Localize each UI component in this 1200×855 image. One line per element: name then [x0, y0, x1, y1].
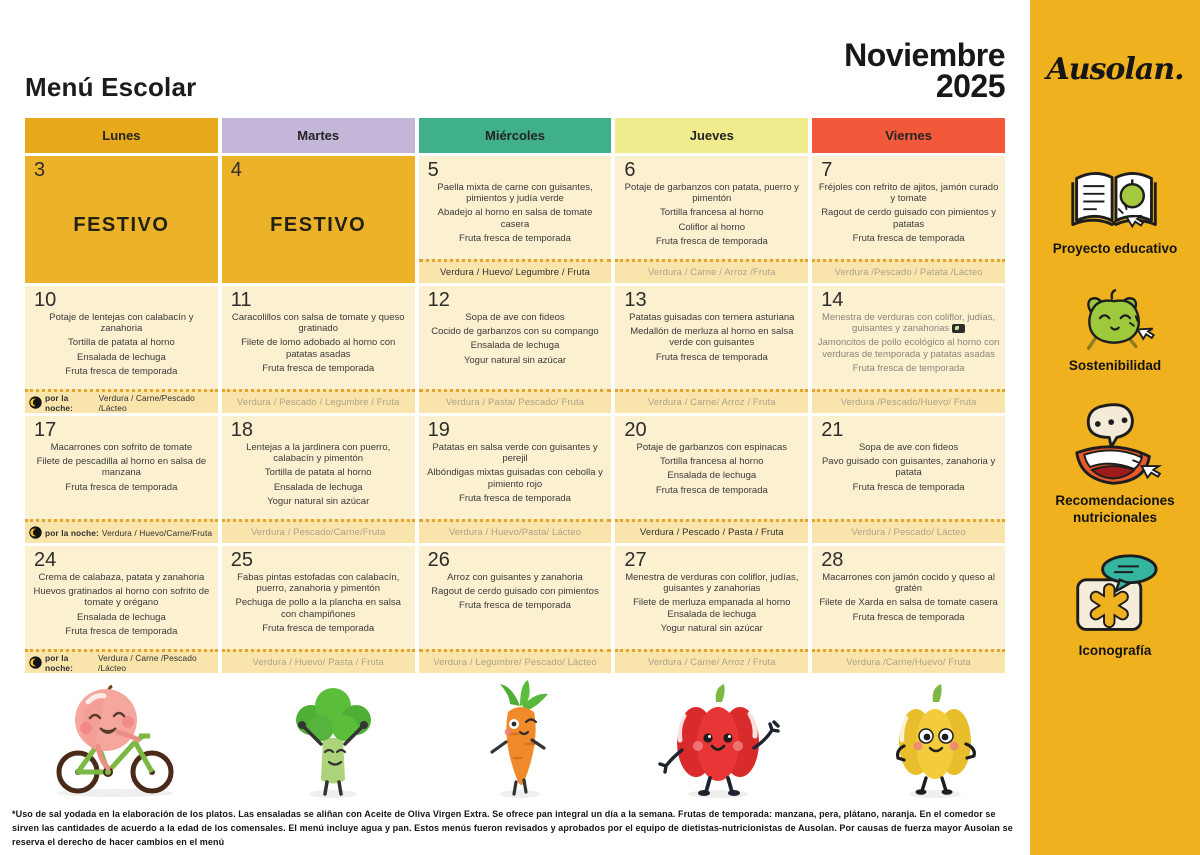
menu-item: Fruta fresca de temporada: [852, 481, 965, 493]
weekday-header-lunes: Lunes: [25, 118, 218, 153]
day-cell-10: [25, 286, 218, 413]
menu-item: Macarrones con sofrito de tomate: [50, 442, 193, 453]
food-groups-footer: Verdura / Carne/ Arroz / Fruta: [615, 389, 808, 413]
menu-item: Yogur natural sin azúcar: [267, 495, 370, 507]
apple-icon: [1067, 288, 1163, 354]
food-groups-text: Verdura / Carne /Pescado /Lácteo: [97, 652, 197, 673]
menu-item: Potaje de lentejas con calabacín y zanahoria: [49, 312, 194, 335]
food-groups-footer: [25, 519, 218, 543]
menu-item: Patatas guisadas con ternera asturiana: [629, 312, 795, 323]
menu-item: Coliflor al horno: [678, 221, 746, 233]
menu-item: Fabas pintas estofadas con calabacín, puerro, zanahoria y pimentón: [237, 572, 400, 595]
menu-items: [615, 572, 808, 649]
menu-item: Fruta fresca de temporada: [655, 235, 768, 247]
festivo-label: FESTIVO: [270, 214, 367, 236]
menu-item: Medallón de merluza al horno en salsa verde con guisantes: [630, 326, 794, 349]
menu-items: [222, 442, 415, 519]
food-groups-footer: Verdura / Huevo/ Pasta / Fruta: [222, 649, 415, 673]
sidebar-item-label: Sostenibilidad: [1068, 357, 1162, 373]
eco-badge-icon: [952, 324, 965, 333]
menu-item: Macarrones con jamón cocido y queso al gratén: [822, 572, 995, 595]
day-cell-24: [25, 546, 218, 673]
menu-items: [25, 572, 218, 649]
day-number: 14: [821, 289, 844, 311]
menu-items: [812, 312, 1005, 389]
menu-item: Ensalada de lechuga: [77, 351, 166, 363]
day-cell-20: [615, 416, 808, 543]
menu-item: Ragout de cerdo guisado con pimientos y patatas: [821, 207, 996, 230]
day-cell-14: [812, 286, 1005, 413]
menu-items: [419, 442, 612, 519]
night-label: por la noche:: [45, 527, 99, 538]
menu-item: Tortilla francesa al horno: [660, 207, 764, 219]
weekday-header-miercoles: Miércoles: [419, 118, 612, 153]
menu-item: Filete de lomo adobado al horno con patatas asadas: [241, 337, 396, 360]
menu-item: Fruta fresca de temporada: [852, 362, 965, 374]
menu-item: Crema de calabaza, patata y zanahoria: [38, 572, 205, 583]
vegetable-characters-row: [25, 675, 1005, 800]
food-groups-footer: Verdura / Pescado/Carne/Fruta: [222, 519, 415, 543]
food-groups-footer: Verdura / Carne / Arroz /Fruta: [615, 259, 808, 283]
day-number: 19: [427, 419, 450, 441]
broccoli-illustration: [281, 680, 386, 800]
food-groups-text: Verdura / Carne/Pescado /Lácteo: [98, 392, 195, 413]
day-number: 11: [230, 289, 252, 311]
moon-icon: [29, 656, 42, 669]
menu-item: Potaje de garbanzos con espinacas: [636, 442, 788, 453]
year-label: 2025: [935, 68, 1005, 105]
day-cell-11: [222, 286, 415, 413]
food-groups-footer: Verdura /Pescado/Huevo/ Fruta: [812, 389, 1005, 413]
day-cell-18: [222, 416, 415, 543]
menu-item: Filete de merluza empanada al horno Ensalada de lechuga: [633, 597, 791, 620]
menu-items: [615, 442, 808, 519]
festivo-label: FESTIVO: [73, 214, 170, 236]
menu-item: Ensalada de lechuga: [77, 611, 166, 623]
day-number: 26: [427, 549, 450, 571]
footnote-text: *Uso de sal yodada en la elaboración de los platos. Las ensaladas se aliñan con Aceite de Oliva Virgen Extra. Se ofrece pan integral un día a la semana. Frutas de temporada: manzana, pera, plátano, naranja. En el comedor se sirven las cantidades de acuerdo a la edad de los comensales. El menú incluye agua y pan. Estos menús fueron revisados y aprobados por el equipo de dietistas-nutricionistas de Ausolan. Por causas de fuerza mayor Ausolan se reserva el derecho de hacer cambios en el menú: [12, 809, 1013, 847]
menu-item: Fruta fresca de temporada: [262, 622, 375, 634]
day-number: 3: [34, 159, 46, 181]
day-cell-12: [419, 286, 612, 413]
sidebar-item-label: Iconografía: [1078, 642, 1152, 658]
menu-item: Albóndigas mixtas guisadas con cebolla y pimiento rojo: [427, 467, 603, 490]
menu-item: Tortilla de patata al horno: [264, 467, 372, 479]
weekday-header-viernes: Viernes: [812, 118, 1005, 153]
day-number: 17: [34, 419, 57, 441]
day-cell-6: [615, 156, 808, 283]
day-number: 24: [34, 549, 57, 571]
menu-item: Fruta fresca de temporada: [65, 365, 178, 377]
menu-item: Ensalada de lechuga: [470, 340, 560, 352]
menu-item: Fruta fresca de temporada: [852, 232, 965, 244]
sidebar-item-iconografia[interactable]: [1070, 553, 1160, 660]
moon-icon: [29, 396, 42, 409]
day-cell-25: [222, 546, 415, 673]
month-year-heading: [844, 37, 1005, 105]
mouth-icon: [1065, 403, 1165, 489]
menu-item: Filete de pescadilla al horno en salsa de manzana: [36, 456, 207, 479]
menu-item: Ragout de cerdo guisado con pimientos: [431, 586, 599, 598]
menu-item: Huevos gratinados al horno con sofrito de tomate y orégano: [33, 586, 210, 609]
menu-item: Abadejo al horno en salsa de tomate casera: [437, 207, 593, 230]
day-cell-28: [812, 546, 1005, 673]
day-number: 10: [34, 289, 57, 311]
day-cell-19: [419, 416, 612, 543]
menu-item: Lentejas a la jardinera con puerro, calabacín y pimentón: [246, 442, 391, 465]
sidebar-item-recomendaciones-nutricionales[interactable]: [1030, 403, 1200, 527]
night-label: por la noche:: [45, 652, 74, 673]
food-groups-footer: Verdura / Carne/ Arroz / Fruta: [615, 649, 808, 673]
menu-item: Fruta fresca de temporada: [459, 600, 571, 612]
month-label: Noviembre: [844, 37, 1005, 73]
menu-item: Tortilla de patata al horno: [68, 337, 175, 349]
day-number: 28: [821, 549, 844, 571]
day-number: 13: [624, 289, 647, 311]
peach-on-bicycle-illustration: [40, 680, 190, 800]
day-number: 6: [624, 159, 636, 181]
menu-item: Fruta fresca de temporada: [655, 351, 768, 363]
day-number: 18: [230, 419, 254, 441]
menu-items: [25, 312, 218, 389]
day-cell-4: [222, 156, 415, 283]
menu-item: Pechuga de pollo a la plancha en salsa con champiñones: [235, 597, 401, 620]
day-cell-13: [615, 286, 808, 413]
menu-item: Arroz con guisantes y zanahoria: [447, 572, 583, 583]
day-number: 5: [427, 159, 439, 181]
book-icon: [1067, 165, 1163, 237]
food-groups-footer: Verdura / Huevo/ Legumbre / Fruta: [419, 259, 612, 283]
sidebar-item-label: Proyecto educativo: [1052, 241, 1178, 256]
day-cell-27: [615, 546, 808, 673]
ausolan-logo: Ausolan.: [1046, 52, 1184, 87]
menu-item: Fruta fresca de temporada: [655, 484, 768, 496]
red-pepper-illustration: [654, 680, 789, 800]
food-groups-footer: Verdura / Pasta/ Pescado/ Fruta: [419, 389, 612, 413]
menu-item: Fruta fresca de temporada: [65, 481, 178, 493]
menu-item: Fruta fresca de temporada: [65, 625, 178, 637]
menu-item: Jamoncitos de pollo ecológico al horno con verduras de temporada y patatas asadas: [817, 337, 1000, 360]
menu-item: Ensalada de lechuga: [273, 481, 363, 493]
menu-item: Tortilla francesa al horno: [660, 456, 764, 468]
day-number: 12: [427, 289, 450, 311]
menu-item: Filete de Xarda en salsa de tomate casera: [819, 597, 998, 609]
menu-item: Pavo guisado con guisantes, zanahoria y patata: [821, 456, 996, 479]
night-label: por la noche:: [45, 392, 74, 413]
day-number: 20: [624, 419, 647, 441]
day-number: 21: [821, 419, 844, 441]
menu-item: Menestra de verduras con coliflor, judías, guisantes y zanahorias: [821, 312, 996, 335]
menu-item: Patatas en salsa verde con guisantes y perejil: [432, 442, 598, 465]
carrot-illustration: [478, 680, 563, 800]
day-cell-17: [25, 416, 218, 543]
menu-item: Fruta fresca de temporada: [459, 232, 571, 244]
food-groups-footer: [25, 389, 218, 413]
menu-items: [615, 312, 808, 389]
menu-item: Ensalada de lechuga: [667, 470, 757, 482]
food-groups-footer: Verdura /Carne/Huevo/ Fruta: [812, 649, 1005, 673]
header: [0, 0, 1030, 118]
menu-item: Paella mixta de carne con guisantes, pimientos y judía verde: [437, 182, 593, 205]
menu-items: [222, 312, 415, 389]
sidebar-item-label: Recomendaciones nutricionales: [1055, 492, 1175, 525]
yellow-pepper-illustration: [880, 680, 990, 800]
food-groups-footer: Verdura /Pescado / Patata /Lácteo: [812, 259, 1005, 283]
menu-item: Yogur natural sin azúcar: [463, 354, 567, 366]
day-cell-5: [419, 156, 612, 283]
menu-item: Caracolillos con salsa de tomate y queso gratinado: [231, 312, 405, 335]
brand-sidebar: [1030, 0, 1200, 855]
sidebar-item-proyecto-educativo[interactable]: [1053, 165, 1178, 258]
food-groups-footer: Verdura / Pescado/ Lácteo: [812, 519, 1005, 543]
food-groups-footer: Verdura / Huevo/Pasta/ Lácteo: [419, 519, 612, 543]
menu-item: Fruta fresca de temporada: [852, 611, 965, 623]
day-cell-26: [419, 546, 612, 673]
menu-item: Yogur natural sin azúcar: [660, 622, 763, 634]
menu-items: [419, 182, 612, 259]
menu-item: Fruta fresca de temporada: [262, 362, 375, 374]
menu-items: [812, 442, 1005, 519]
menu-item: Fruta fresca de temporada: [459, 492, 571, 504]
menu-items: [419, 572, 612, 649]
day-number: 4: [230, 159, 242, 181]
menu-item: Cocido de garbanzos con su compango: [431, 326, 599, 338]
menu-item: Menestra de verduras con coliflor, judías, guisantes y zanahorias: [625, 572, 799, 595]
menu-item: Sopa de ave con fideos: [858, 442, 959, 453]
sidebar-item-sostenibilidad[interactable]: [1067, 288, 1163, 375]
weekday-header-martes: Martes: [222, 118, 415, 153]
food-groups-footer: [25, 649, 218, 673]
day-cell-3: [25, 156, 218, 283]
food-groups-footer: Verdura / Pescado / Legumbre / Fruta: [222, 389, 415, 413]
day-cell-21: [812, 416, 1005, 543]
menu-items: [615, 182, 808, 259]
menu-items: [812, 182, 1005, 259]
day-cell-7: [812, 156, 1005, 283]
food-groups-footer: Verdura / Legumbre/ Pescado/ Lácteo: [419, 649, 612, 673]
asterisk-icon: [1070, 553, 1160, 639]
page-title: Menú Escolar: [25, 72, 197, 102]
menu-item: Potaje de garbanzos con patata, puerro y pimentón: [624, 182, 799, 205]
menu-item: Fréjoles con refrito de ajitos, jamón curado y tomate: [818, 182, 999, 205]
menu-items: [222, 572, 415, 649]
calendar-grid: [25, 118, 1005, 673]
weekday-header-jueves: Jueves: [615, 118, 808, 153]
menu-item: Sopa de ave con fideos: [465, 312, 565, 323]
menu-items: [25, 442, 218, 519]
day-number: 25: [230, 549, 254, 571]
day-number: 7: [821, 159, 833, 181]
menu-items: [812, 572, 1005, 649]
menu-items: [419, 312, 612, 389]
moon-icon: [29, 526, 42, 539]
food-groups-text: Verdura / Huevo/Carne/Fruta: [101, 527, 213, 538]
day-number: 27: [624, 549, 647, 571]
food-groups-footer: Verdura / Pescado / Pasta / Fruta: [615, 519, 808, 543]
